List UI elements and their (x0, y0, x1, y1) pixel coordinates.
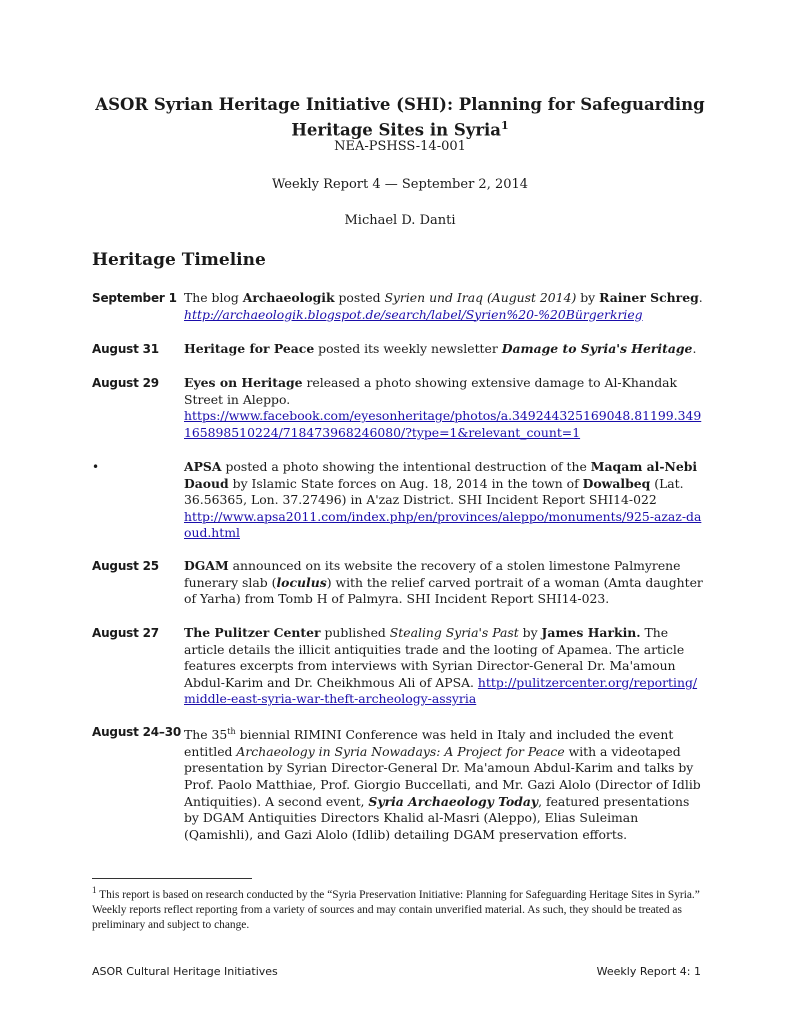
author-name: Michael D. Danti (344, 213, 456, 228)
entry-date: September 1 (92, 291, 177, 305)
entry-date: August 27 (92, 626, 159, 640)
entry-date: August 31 (92, 342, 159, 356)
entry-date: August 29 (92, 376, 159, 390)
title-footnote-mark: 1 (501, 119, 509, 132)
title-line-1: ASOR Syrian Heritage Initiative (SHI): Planning for Safeguarding (95, 95, 705, 114)
timeline-entry (92, 558, 712, 608)
page-footer-left: ASOR Cultural Heritage Initiatives (92, 965, 278, 978)
entry-link[interactable]: http://www.apsa2011.com/index.php/en/provinces/aleppo/monuments/925-azaz-daoud.html (184, 508, 702, 541)
entry-link[interactable]: https://www.facebook.com/eyesonheritage/photos/a.349244325169048.81199.349165898510224/718473968246080/?type=1&relevant_count=1 (184, 408, 702, 440)
entry-bullet: • (92, 460, 99, 474)
footnote-text: This report is based on research conducted by the “Syria Preservation Initiative: Planning for Safeguarding Heritage Sites in Syria.” Weekly reports reflect reporting from a variety of sources and may contain unverified material. As such, they should be treated as preliminary and subject to change. (92, 888, 700, 931)
page-footer-right: Weekly Report 4: 1 (596, 965, 701, 978)
timeline-entry (92, 375, 712, 441)
entry-body: The Pulitzer Center published Stealing Syria's Past by James Harkin. The article details the illicit antiquities trade and the looting of Apamea. The article features excerpts from interviews with Syrian Director-General Dr. Ma'amoun Abdul-Karim and Dr. Cheikhmous Ali of APSA. http://pulitzercenter.org/reporting/middle-east-syria-war-theft-archeology-assyria (184, 625, 698, 707)
title-line-2: Heritage Sites in Syria (291, 120, 501, 140)
entry-body: APSA posted a photo showing the intentional destruction of the Maqam al-Nebi Daoud by Islamic State forces on Aug. 18, 2014 in the town of Dowalbeq (Lat. 36.56365, Lon. 37.27496) in A'zaz District. SHI Incident Report SHI14-022 http://www.apsa2011.com/index.php/en/provinces/aleppo/monuments/925-azaz-daoud.html (184, 459, 702, 541)
entry-body: Heritage for Peace posted its weekly newsletter Damage to Syria's Heritage. (184, 341, 697, 356)
entry-body: The 35th biennial RIMINI Conference was held in Italy and included the event entitled Archaeology in Syria Nowadays: A Project for Peace with a videotaped presentation by Syrian Director-General Dr. Ma'amoun Abdul-Karim and talks by Prof. Paolo Matthiae, Prof. Giorgio Buccellati, and Mr. Gazi Alolo (Director of Idlib Antiquities). A second event, Syria Archaeology Today, featured presentations by DGAM Antiquities Directors Khalid al-Masri (Aleppo), Elias Suleiman (Qamishli), and Gazi Alolo (Idlib) detailing DGAM preservation efforts. (184, 727, 701, 842)
entry-link[interactable]: http://archaeologik.blogspot.de/search/label/Syrien%20-%20Bürgerkrieg (184, 306, 643, 322)
section-heading: Heritage Timeline (92, 250, 266, 270)
grant-number: NEA-PSHSS-14-001 (334, 139, 466, 154)
weekly-report-date: Weekly Report 4 — September 2, 2014 (271, 177, 529, 192)
timeline-entry (92, 724, 712, 843)
footnote-mark: 1 (92, 885, 97, 895)
footnote-separator (92, 878, 252, 879)
timeline-entry (92, 290, 712, 323)
footnote (92, 883, 702, 933)
entry-date: August 25 (92, 559, 159, 573)
entry-body: DGAM announced on its website the recovery of a stolen limestone Palmyrene funerary slab (loculus) with the relief carved portrait of a woman (Amta daughter of Yarha) from Tomb H of Palmyra. SHI Incident Report SHI14-023. (184, 558, 703, 607)
timeline-entry (92, 341, 712, 358)
timeline-entry (92, 459, 712, 542)
entry-link[interactable]: http://pulitzercenter.org/reporting/middle-east-syria-war-theft-archeology-assyria (184, 674, 698, 707)
entry-body: Eyes on Heritage released a photo showing extensive damage to Al-Khandak Street in Aleppo. https://www.facebook.com/eyesonheritage/photos/a.349244325169048.81199.349165898510224/718473968246080/?type=1&relevant_count=1 (184, 375, 702, 440)
entry-body: The blog Archaeologik posted Syrien und Iraq (August 2014) by Rainer Schreg. http://archaeologik.blogspot.de/search/label/Syrien%20-%20Bürgerkrieg (184, 290, 703, 322)
document-title (90, 94, 710, 141)
timeline-entry (92, 625, 712, 708)
entry-date: August 24–30 (92, 725, 182, 739)
